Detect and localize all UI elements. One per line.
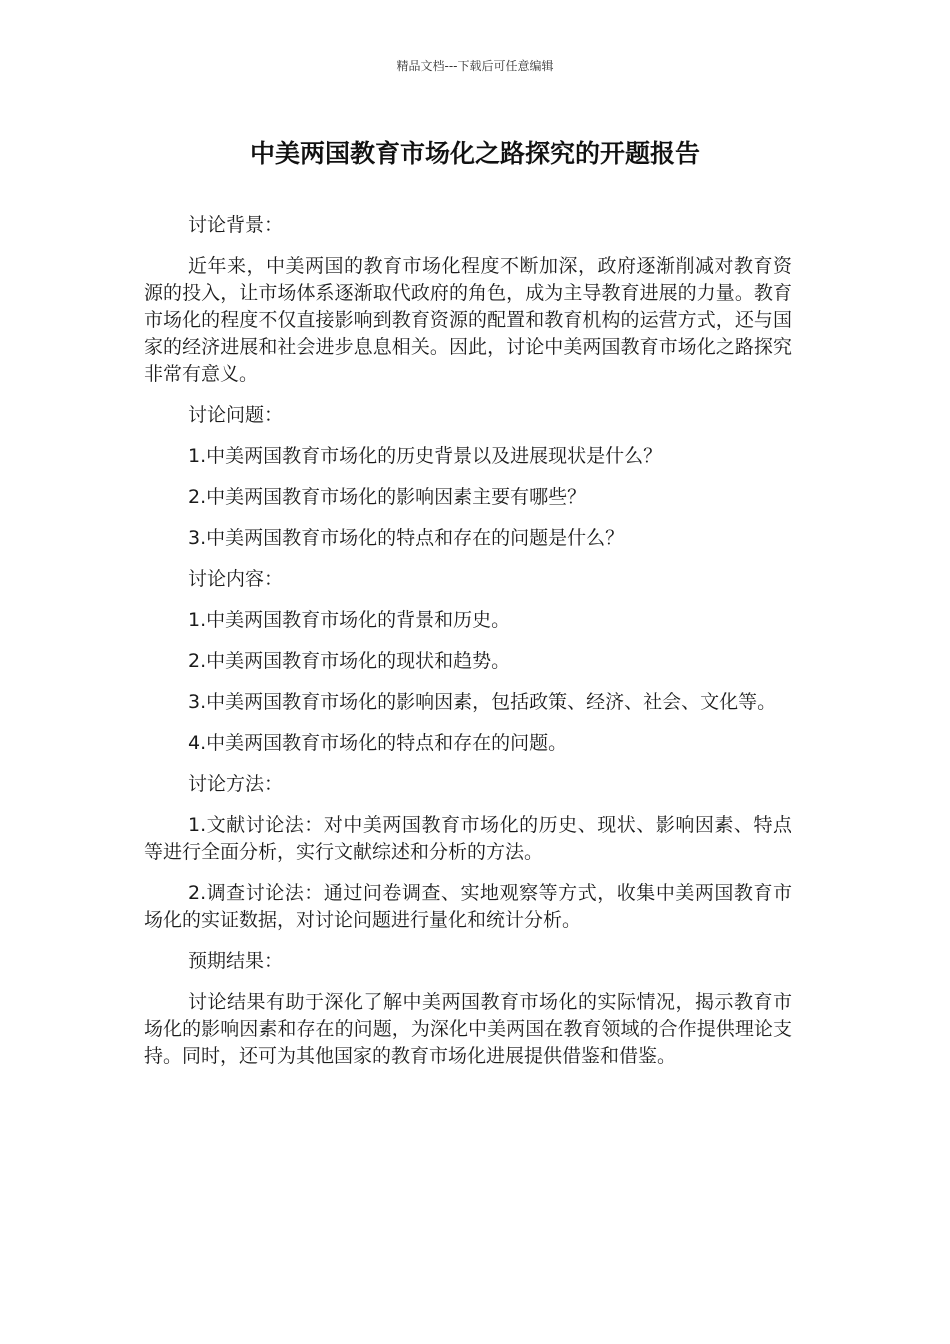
content-item: 3.中美两国教育市场化的影响因素，包括政策、经济、社会、文化等。 bbox=[188, 691, 777, 713]
document-body bbox=[144, 212, 792, 1084]
section-heading-questions: 讨论问题： bbox=[188, 404, 284, 426]
question-item: 1.中美两国教育市场化的历史背景以及进展现状是什么？ bbox=[188, 445, 663, 467]
content-item: 4.中美两国教育市场化的特点和存在的问题。 bbox=[188, 732, 568, 754]
section-heading-expected-results: 预期结果： bbox=[188, 950, 284, 972]
question-item: 2.中美两国教育市场化的影响因素主要有哪些？ bbox=[188, 486, 587, 508]
expected-results-paragraph: 讨论结果有助于深化了解中美两国教育市场化的实际情况，揭示教育市场化的影响因素和存在的问题，为深化中美两国在教育领域的合作提供理论支持。同时，还可为其他国家的教育市场化进展提供借鉴和借鉴。 bbox=[144, 991, 792, 1067]
document-title: 中美两国教育市场化之路探究的开题报告 bbox=[249, 139, 700, 168]
section-heading-methods: 讨论方法： bbox=[188, 773, 284, 795]
question-item: 3.中美两国教育市场化的特点和存在的问题是什么？ bbox=[188, 527, 625, 549]
page-header: 精品文档---下载后可任意编辑 bbox=[396, 59, 554, 73]
method-item: 2.调查讨论法：通过问卷调查、实地观察等方式，收集中美两国教育市场化的实证数据，对讨论问题进行量化和统计分析。 bbox=[144, 882, 792, 931]
content-item: 1.中美两国教育市场化的背景和历史。 bbox=[188, 609, 511, 631]
background-paragraph: 近年来，中美两国的教育市场化程度不断加深，政府逐渐削减对教育资源的投入，让市场体系逐渐取代政府的角色，成为主导教育进展的力量。教育市场化的程度不仅直接影响到教育资源的配置和教育机构的运营方式，还与国家的经济进展和社会进步息息相关。因此，讨论中美两国教育市场化之路探究非常有意义。 bbox=[144, 255, 792, 385]
section-heading-content: 讨论内容： bbox=[188, 568, 284, 590]
method-item: 1.文献讨论法：对中美两国教育市场化的历史、现状、影响因素、特点等进行全面分析，实行文献综述和分析的方法。 bbox=[144, 814, 792, 863]
section-heading-background: 讨论背景： bbox=[188, 214, 284, 236]
content-item: 2.中美两国教育市场化的现状和趋势。 bbox=[188, 650, 511, 672]
